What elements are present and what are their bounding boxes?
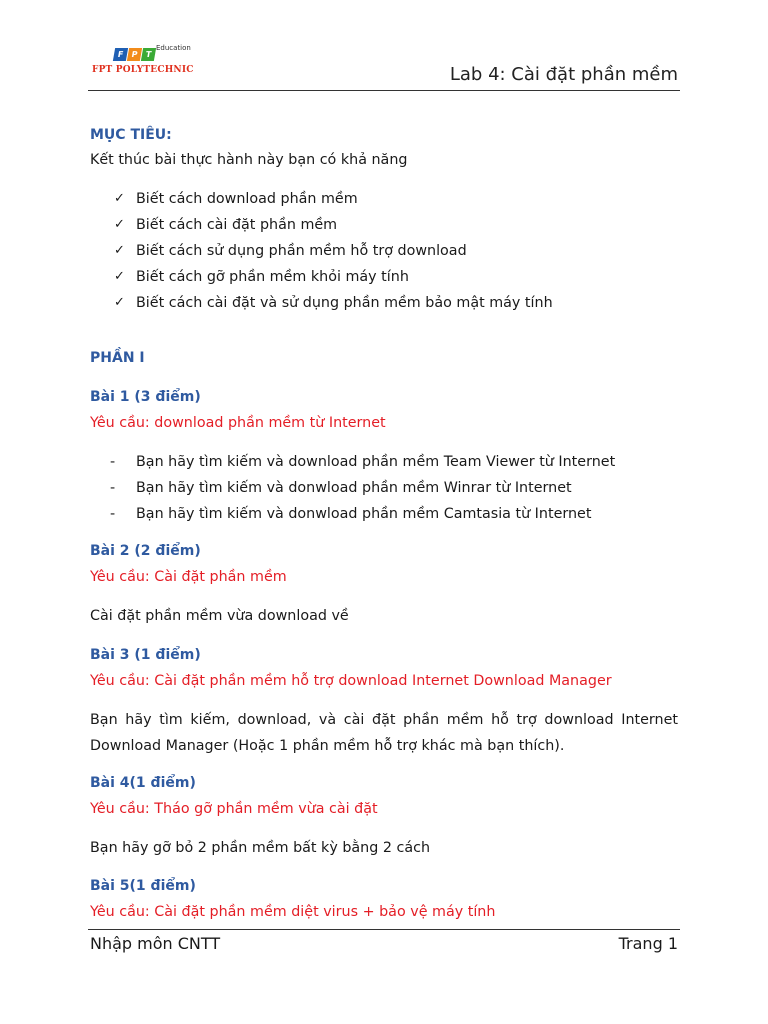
exercise-title: Bài 4(1 điểm): [90, 775, 196, 791]
exercise-task: - Bạn hãy tìm kiếm và download phần mềm Team Viewer từ Internet: [110, 454, 616, 470]
logo-school-name: FPT POLYTECHNIC: [92, 65, 194, 75]
exercise-title: Bài 5(1 điểm): [90, 878, 196, 894]
header-divider: [88, 90, 680, 91]
logo-education-text: Education: [156, 44, 191, 52]
checkmark-icon: ✓: [114, 269, 125, 284]
checkmark-icon: ✓: [114, 191, 125, 206]
exercise-requirement: Yêu cầu: Cài đặt phần mềm diệt virus + bảo vệ máy tính: [90, 904, 496, 920]
exercise-body: Bạn hãy tìm kiếm, download, và cài đặt phần mềm hỗ trợ download Internet Download Manager (Hoặc 1 phần mềm hỗ trợ khác mà bạn thích).: [90, 712, 678, 754]
exercise-title: Bài 1 (3 điểm): [90, 389, 201, 405]
objectives-title: MỤC TIÊU:: [90, 127, 172, 143]
exercise-task: - Bạn hãy tìm kiếm và donwload phần mềm Camtasia từ Internet: [110, 506, 592, 522]
exercise-body: Cài đặt phần mềm vừa download về: [90, 608, 349, 624]
objective-item: ✓ Biết cách sử dụng phần mềm hỗ trợ download: [114, 243, 467, 259]
objective-item: ✓ Biết cách gỡ phần mềm khỏi máy tính: [114, 269, 409, 285]
page-title: Lab 4: Cài đặt phần mềm: [449, 64, 678, 85]
exercise-requirement: Yêu cầu: download phần mềm từ Internet: [90, 415, 386, 431]
fpt-logo: [92, 40, 207, 80]
exercise-requirement: Yêu cầu: Tháo gỡ phần mềm vừa cài đặt: [90, 801, 378, 817]
checkmark-icon: ✓: [114, 217, 125, 232]
part-title: PHẦN I: [90, 350, 145, 366]
objective-item: ✓ Biết cách download phần mềm: [114, 191, 358, 207]
footer-page-number: Trang 1: [618, 934, 678, 953]
exercise-title: Bài 3 (1 điểm): [90, 647, 201, 663]
objective-item: ✓ Biết cách cài đặt phần mềm: [114, 217, 338, 233]
exercise-body: Bạn hãy gỡ bỏ 2 phần mềm bất kỳ bằng 2 cách: [90, 840, 431, 856]
objectives-intro: Kết thúc bài thực hành này bạn có khả năng: [90, 152, 408, 168]
footer-course-name: Nhập môn CNTT: [90, 934, 221, 953]
checkmark-icon: ✓: [114, 295, 125, 310]
exercise-title: Bài 2 (2 điểm): [90, 543, 201, 559]
objective-item: ✓ Biết cách cài đặt và sử dụng phần mềm bảo mật máy tính: [114, 295, 553, 311]
exercise-task: - Bạn hãy tìm kiếm và donwload phần mềm Winrar từ Internet: [110, 480, 572, 496]
footer-divider: [88, 929, 680, 930]
exercise-requirement: Yêu cầu: Cài đặt phần mềm hỗ trợ download Internet Download Manager: [90, 673, 612, 689]
exercise-requirement: Yêu cầu: Cài đặt phần mềm: [90, 569, 287, 585]
fpt-logo-mark: F P T: [114, 42, 156, 61]
checkmark-icon: ✓: [114, 243, 125, 258]
